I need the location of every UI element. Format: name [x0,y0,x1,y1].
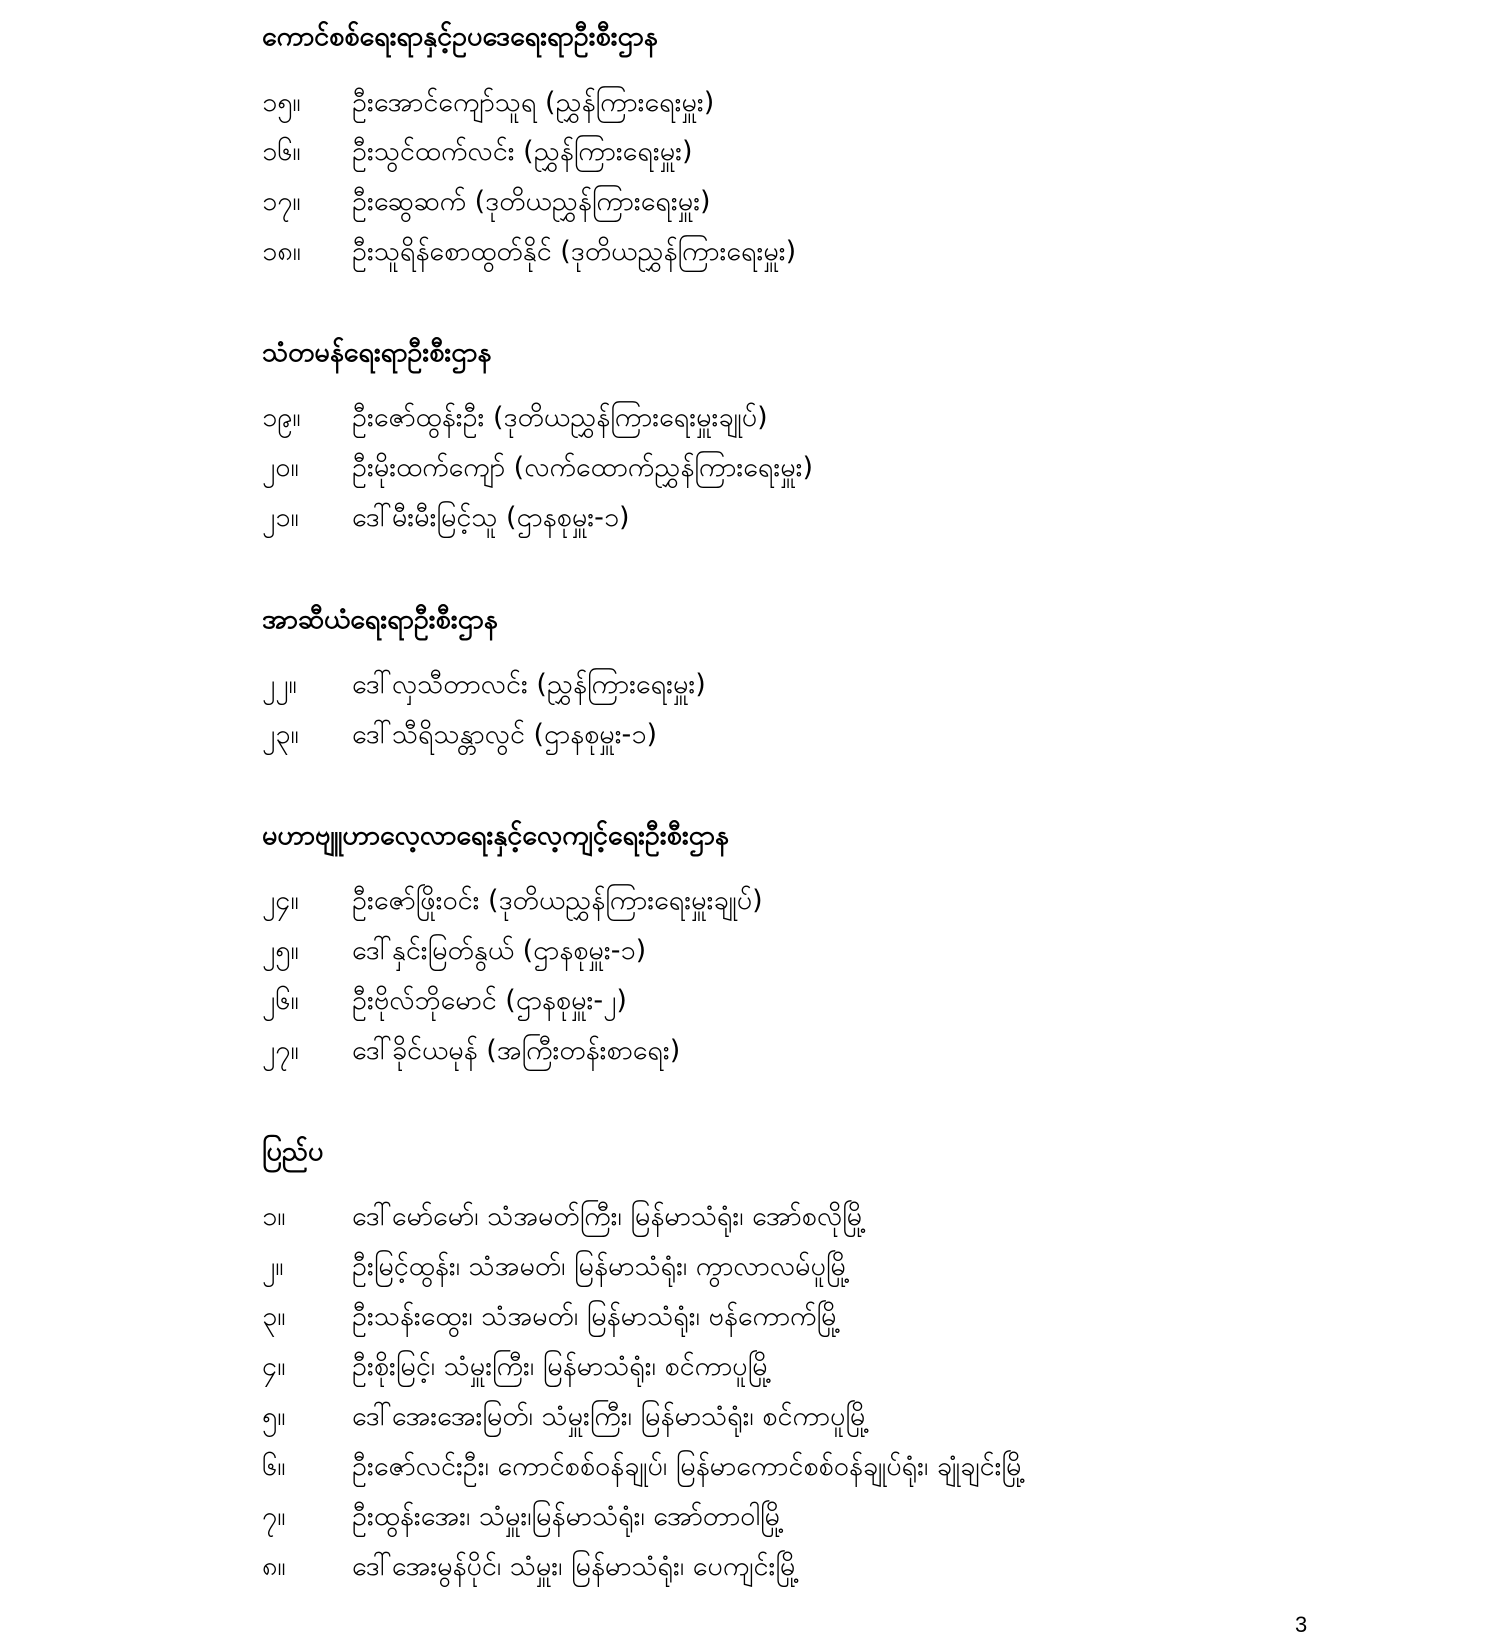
item-number: ၃။ [262,1301,286,1332]
item-text: ဒေါ်မော်မော်၊ သံအမတ်ကြီး၊ မြန်မာသံရုံး၊ အော်စလိုမြို့ [352,1201,867,1232]
item-number: ၇။ [262,1501,286,1532]
section-title-strategic-studies: မဟာဗျူဟာလေ့လာရေးနှင့်လေ့ကျင့်ရေးဦးစီးဌာန [262,820,729,851]
item-number: ၂၀။ [262,452,299,483]
item-number: ၆။ [262,1451,286,1482]
item-text: ဒေါ်အေးအေးမြတ်၊ သံမှူးကြီး၊ မြန်မာသံရုံး၊ စင်ကာပူမြို့ [352,1401,870,1432]
item-text: ဦးဇော်ထွန်းဦး (ဒုတိယညွှန်ကြားရေးမှူးချုပ်) [352,402,768,433]
item-number: ၂၁။ [262,502,299,533]
item-text: ဒေါ်ခိုင်ယမုန် (အကြီးတန်းစာရေး) [352,1035,681,1066]
item-number: ၂၇။ [262,1035,299,1066]
section-title-consular-legal: ကောင်စစ်ရေးရာနှင့်ဥပဒေရေးရာဦးစီးဌာန [262,21,658,52]
item-number: ၁၇။ [262,186,301,217]
item-number: ၂၃။ [262,719,299,750]
item-text: ဦးမြင့်ထွန်း၊ သံအမတ်၊ မြန်မာသံရုံး၊ ကွာလာလမ်ပူမြို့ [352,1251,850,1282]
item-text: ဦးသန်းထွေး၊ သံအမတ်၊ မြန်မာသံရုံး၊ ဗန်ကောက်မြို့ [352,1301,841,1332]
section-title-diplomatic: သံတမန်ရေးရာဦးစီးဌာန [262,337,492,368]
item-number: ၄။ [262,1351,286,1382]
item-number: ၂။ [262,1251,284,1282]
item-number: ၁၆။ [262,136,301,167]
page-number: 3 [1295,1612,1308,1637]
item-text: ဦးထွန်းအေး၊ သံမှူး၊မြန်မာသံရုံး၊ အော်တာဝါမြို့ [352,1501,785,1532]
item-text: ဦးစိုးမြင့်၊ သံမှူးကြီး၊ မြန်မာသံရုံး၊ စင်ကာပူမြို့ [352,1351,772,1382]
item-number: ၅။ [262,1401,286,1432]
item-number: ၂၆။ [262,985,299,1016]
item-number: ၂၅။ [262,935,299,966]
item-text: ဦးမိုးထက်ကျော် (လက်ထောက်ညွှန်ကြားရေးမှူး) [352,452,814,483]
item-text: ဒေါ်လှသီတာလင်း (ညွှန်ကြားရေးမှူး) [352,669,706,700]
item-text: ဒေါ်နှင်းမြတ်နွယ် (ဌာနစုမှူး-၁) [352,935,647,966]
item-number: ၂၂။ [262,669,297,700]
item-number: ၁။ [262,1201,286,1232]
section-title-asean: အာဆီယံရေးရာဦးစီးဌာန [262,604,498,635]
item-text: ဒေါ်မီးမီးမြင့်သူ (ဌာနစုမှူး-၁) [352,502,630,533]
item-text: ဦးဇော်လင်းဦး၊ ကောင်စစ်ဝန်ချုပ်၊ မြန်မာကောင်စစ်ဝန်ချုပ်ရုံး၊ ချုံချင်းမြို့ [352,1451,1026,1482]
item-number: ၁၅။ [262,87,301,118]
item-text: ဦးသွင်ထက်လင်း (ညွှန်ကြားရေးမှူး) [352,136,693,167]
item-text: ဦးသူရိန်စောထွတ်နိုင် (ဒုတိယညွှန်ကြားရေးမှူး) [352,236,797,267]
item-number: ၂၄။ [262,885,299,916]
item-text: ဒေါ်သီရိသန္တာလွင် (ဌာနစုမှူး-၁) [352,719,658,750]
item-text: ဦးအောင်ကျော်သူရ (ညွှန်ကြားရေးမှူး) [352,87,715,118]
item-text: ဦးဗိုလ်ဘိုမောင် (ဌာနစုမှူး-၂) [352,985,627,1016]
item-text: ဦးဆွေဆက် (ဒုတိယညွှန်ကြားရေးမှူး) [352,186,711,217]
item-number: ၁၉။ [262,402,301,433]
item-text: ဦးဇော်ဖြိုးဝင်း (ဒုတိယညွှန်ကြားရေးမှူးချုပ်) [352,885,763,916]
item-text: ဒေါ်အေးမွန်ပိုင်၊ သံမှူး၊ မြန်မာသံရုံး၊ ပေကျင်းမြို့ [352,1551,800,1582]
item-number: ၈။ [262,1551,286,1582]
item-number: ၁၈။ [262,236,301,267]
section-title-abroad: ပြည်ပ [262,1136,324,1167]
